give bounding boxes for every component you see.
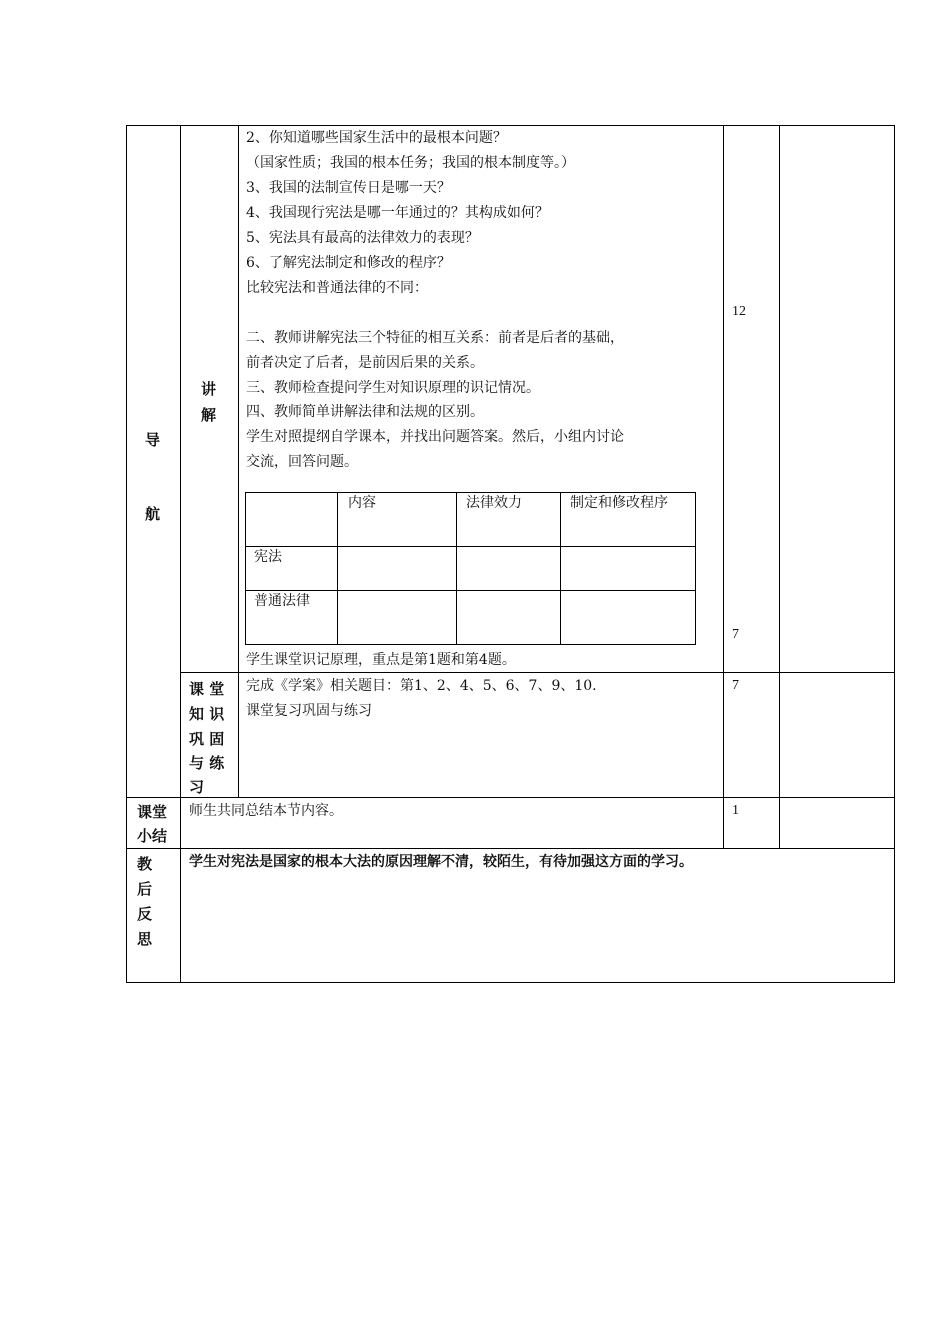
lecture-line: 比较宪法和普通法律的不同： <box>246 280 428 296</box>
lecture-line: （国家性质；我国的根本任务；我国的根本制度等。） <box>246 155 575 171</box>
table-border-right <box>894 125 895 983</box>
compare-border-left <box>245 492 246 645</box>
compare-header-procedure: 制定和修改程序 <box>570 495 668 511</box>
table-border-left <box>126 125 127 983</box>
practice-label-5: 习 <box>189 778 205 796</box>
lecture-time-1: 12 <box>732 304 746 319</box>
table-border-col4 <box>779 125 780 849</box>
practice-label-3: 巩 固 <box>189 730 225 748</box>
lecture-line: 4、我国现行宪法是哪一年通过的？其构成如何？ <box>246 205 549 221</box>
nav-label-2: 航 <box>145 505 161 523</box>
practice-label-1: 课 堂 <box>189 680 225 698</box>
practice-time: 7 <box>732 678 739 693</box>
lecture-line: 学生对照提纲自学课本，并找出问题答案。然后，小组内讨论 <box>246 429 624 445</box>
compare-border-col1 <box>337 492 338 645</box>
compare-border-row1 <box>245 546 696 547</box>
lecture-line: 交流，回答问题。 <box>246 454 358 470</box>
compare-border-right <box>695 492 696 645</box>
table-border-bottom <box>126 982 895 983</box>
nav-label-1: 导 <box>145 431 161 449</box>
reflection-label-3: 反 <box>137 905 153 923</box>
table-border-col1 <box>180 125 181 983</box>
practice-label-4: 与 练 <box>189 754 225 772</box>
compare-header-content: 内容 <box>348 495 376 511</box>
practice-line: 课堂复习巩固与练习 <box>246 703 372 719</box>
table-border-top <box>126 125 895 126</box>
compare-border-row2 <box>245 590 696 591</box>
compare-border-bottom <box>245 644 696 645</box>
table-border-nav-bottom <box>126 797 895 798</box>
summary-label-1: 课堂 <box>137 803 168 821</box>
compare-row-ordinary-law: 普通法律 <box>254 593 310 609</box>
lecture-line: 6、了解宪法制定和修改的程序？ <box>246 255 451 271</box>
table-border-col3 <box>723 125 724 849</box>
compare-border-col2 <box>456 492 457 645</box>
compare-border-col3 <box>560 492 561 645</box>
reflection-label-2: 后 <box>137 880 153 898</box>
summary-time: 1 <box>732 803 739 818</box>
lecture-line: 四、教师简单讲解法律和法规的区别。 <box>246 404 484 420</box>
reflection-label-1: 教 <box>137 855 153 873</box>
lecture-line: 前者决定了后者，是前因后果的关系。 <box>246 355 484 371</box>
summary-text: 师生共同总结本节内容。 <box>189 803 343 819</box>
practice-line: 完成《学案》相关题目：第1、2、4、5、6、7、9、10. <box>246 678 597 694</box>
lecture-line: 2、你知道哪些国家生活中的最根本问题？ <box>246 130 507 146</box>
table-border-summary-bottom <box>126 848 895 849</box>
lecture-footer: 学生课堂识记原理，重点是第1题和第4题。 <box>246 652 516 668</box>
practice-label-2: 知 识 <box>189 705 225 723</box>
reflection-label-4: 思 <box>137 930 153 948</box>
lecture-label-2: 解 <box>201 406 217 424</box>
table-border-col2 <box>238 125 239 797</box>
reflection-text: 学生对宪法是国家的根本大法的原因理解不清，较陌生，有待加强这方面的学习。 <box>189 854 693 870</box>
lecture-line: 5、宪法具有最高的法律效力的表现？ <box>246 230 479 246</box>
lecture-label-1: 讲 <box>201 380 217 398</box>
lecture-time-2: 7 <box>732 627 739 642</box>
compare-row-constitution: 宪法 <box>254 549 282 565</box>
compare-header-legal-effect: 法律效力 <box>466 495 522 511</box>
summary-label-2: 小结 <box>137 827 168 845</box>
lecture-line: 三、教师检查提问学生对知识原理的识记情况。 <box>246 380 540 396</box>
lecture-line: 二、教师讲解宪法三个特征的相互关系：前者是后者的基础， <box>246 330 624 346</box>
lecture-line: 3、我国的法制宣传日是哪一天？ <box>246 180 451 196</box>
